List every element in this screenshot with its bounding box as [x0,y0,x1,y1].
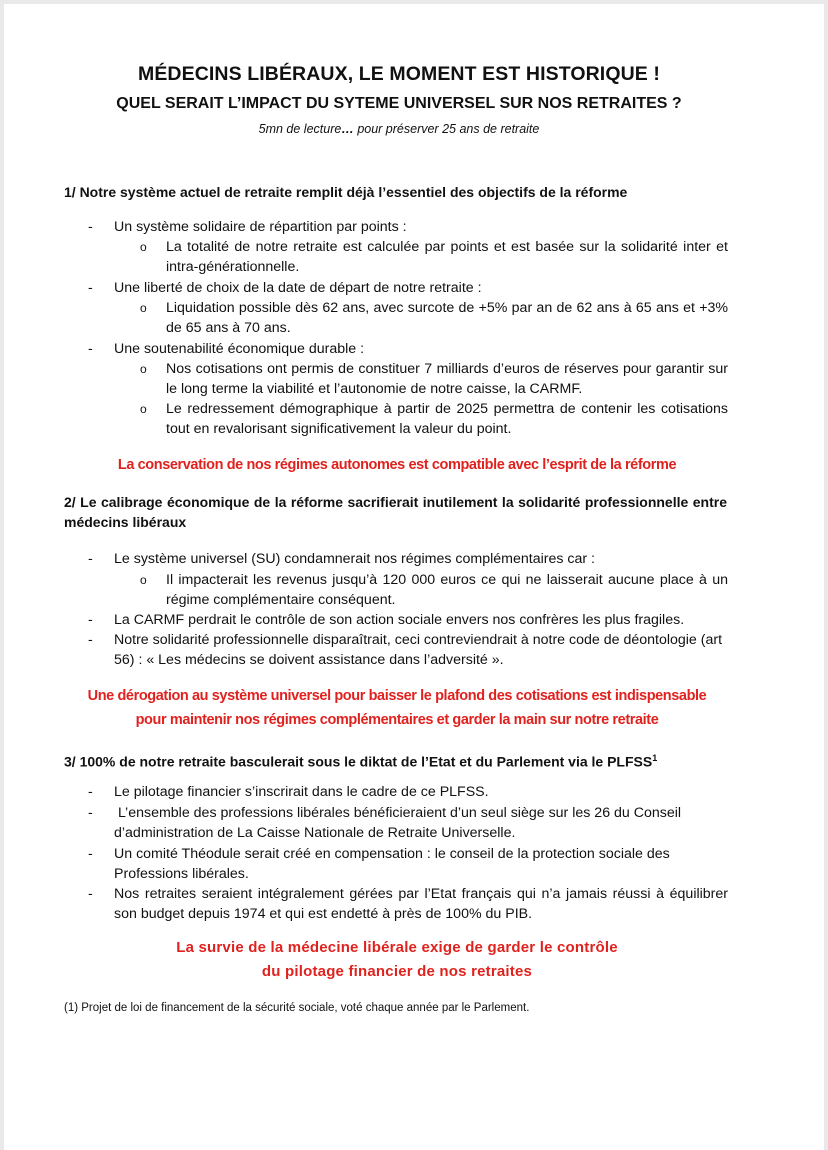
dash-marker: - [88,846,93,862]
document-page [4,4,824,1150]
section3-conclusion-line1: La survie de la médecine libérale exige de garder le contrôle [176,939,618,956]
tagline: pour préserver 25 ans de retraite [357,122,540,136]
document-subtitle [4,122,794,136]
dash-marker: - [88,886,93,902]
circle-marker: o [140,301,147,315]
section2-bullet-c: Notre solidarité professionnelle disparaîtrait, ceci contreviendrait à notre code de déontologie (art 56) : « Les médecins se doivent assistance dans l’adversité ». [114,632,723,668]
section1-bullet-b: Une liberté de choix de la date de départ de notre retraite : [114,280,482,296]
ellipsis: … [341,122,354,136]
reading-time: 5mn de lecture [258,122,342,136]
dash-marker: - [88,219,93,235]
section3-bullet-c: Un comité Théodule serait créé en compensation : le conseil de la protection sociale des Professions libérales. [114,846,670,882]
section1-bullet-c: Une soutenabilité économique durable : [114,341,365,357]
circle-marker: o [140,573,147,587]
document-title: MÉDECINS LIBÉRAUX, LE MOMENT EST HISTORIQUE ! [137,63,660,85]
section3-conclusion-line2: du pilotage financier de nos retraites [261,963,533,980]
dash-marker: - [88,612,93,628]
section3-bullet-d: Nos retraites seraient intégralement gérées par l’Etat français qui n’a jamais réussi à équilibrer son budget depuis 1974 et qui est endetté à près de 100% du PIB. [114,886,728,922]
dash-marker: - [88,632,93,648]
section2-bullet-a-1: Il impacterait les revenus jusqu’à 120 000 euros ce qui ne laisserait aucune place à un régime complémentaire conséquent. [166,572,728,608]
section1-bullet-a: Un système solidaire de répartition par points : [114,219,407,235]
section2-bullet-b: La CARMF perdrait le contrôle de son action sociale envers nos confrères les plus fragiles. [114,612,685,628]
footnote: (1) Projet de loi de financement de la sécurité sociale, voté chaque année par le Parlement. [64,1002,530,1014]
document-question: QUEL SERAIT L’IMPACT DU SYTEME UNIVERSEL SUR NOS RETRAITES ? [116,95,682,112]
section3-bullet-a: Le pilotage financier s’inscrirait dans le cadre de ce PLFSS. [114,784,489,800]
dash-marker: - [88,551,93,567]
circle-marker: o [140,240,147,254]
section1-conclusion: La conservation de nos régimes autonomes est compatible avec l’esprit de la réforme [117,457,677,473]
section3-heading [64,748,727,772]
circle-marker: o [140,362,147,376]
section1-bullet-b-1: Liquidation possible dès 62 ans, avec surcote de +5% par an de 62 ans à 65 ans et +3% de 65 ans à 70 ans. [166,300,728,336]
dash-marker: - [88,280,93,296]
section2-conclusion-line2: pour maintenir nos régimes complémentaires et garder la main sur notre retraite [135,712,659,728]
section1-bullet-c-1: Nos cotisations ont permis de constituer 7 milliards d’euros de réserves pour garantir sur le long terme la viabilité et l’autonomie de notre caisse, la CARMF. [166,361,728,397]
section2-bullet-a: Le système universel (SU) condamnerait nos régimes complémentaires car : [114,551,595,567]
circle-marker: o [140,402,147,416]
footnote-ref: 1 [652,753,658,763]
dash-marker: - [88,784,93,800]
dash-marker: - [88,341,93,357]
dash-marker: - [88,805,93,821]
section3-bullet-b: L’ensemble des professions libérales bénéficieraient d’un seul siège sur les 26 du Conseil d’administration de La Caisse Nationale de Retraite Universelle. [114,805,686,841]
section1-bullet-a-1: La totalité de notre retraite est calculée par points et est basée sur la solidarité inter et intra-générationnelle. [166,239,728,275]
section1-heading: 1/ Notre système actuel de retraite remplit déjà l’essentiel des objectifs de la réforme [64,184,628,200]
section1-bullet-c-2: Le redressement démographique à partir de 2025 permettra de contenir les cotisations tout en revalorisant significativement la valeur du point. [166,401,728,437]
section2-heading: 2/ Le calibrage économique de la réforme sacrifierait inutilement la solidarité professionnelle entre médecins libéraux [64,494,727,530]
section2-conclusion-line1: Une dérogation au système universel pour baisser le plafond des cotisations est indispensable [87,688,707,704]
section3-heading-text: 3/ 100% de notre retraite basculerait sous le diktat de l’Etat et du Parlement via le PLFSS [64,753,653,770]
